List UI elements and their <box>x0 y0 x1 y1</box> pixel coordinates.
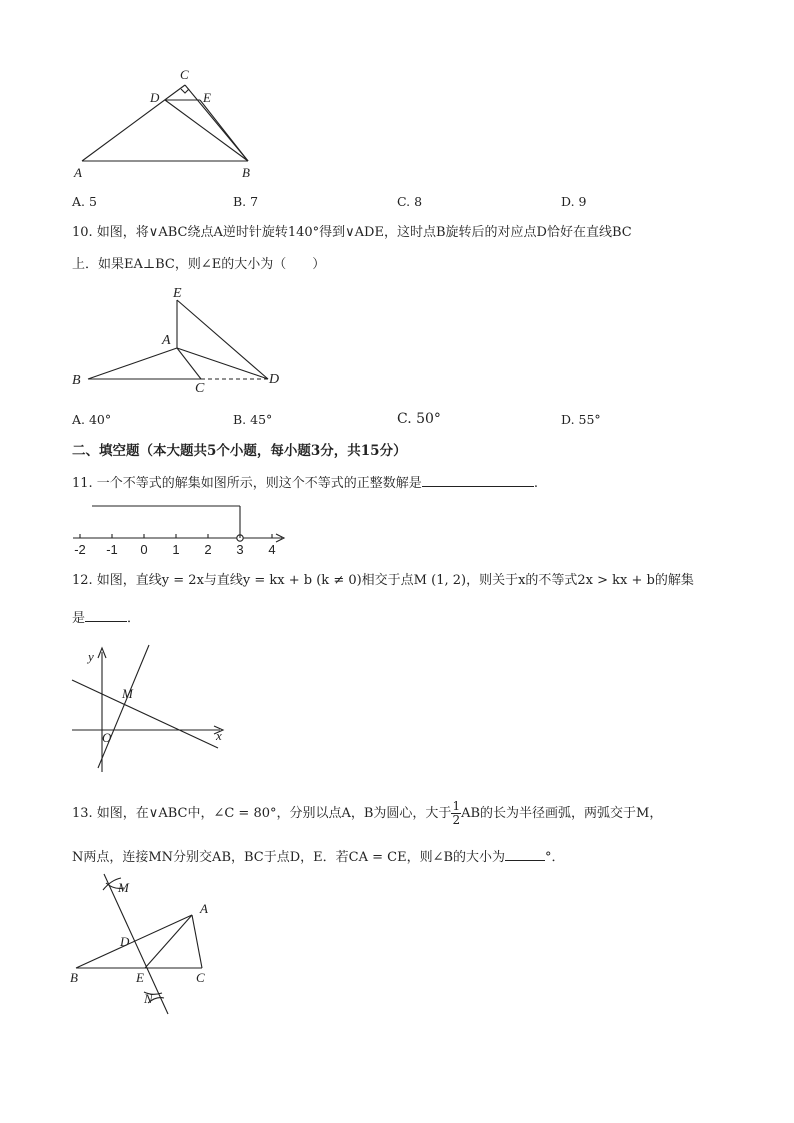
fig9-label-d: D <box>150 90 160 105</box>
q10-text-line2: 上．如果EA⊥BC，则∠E的大小为（ ） <box>72 257 326 272</box>
q10-option-a[interactable]: A. 40° <box>72 412 112 427</box>
figure-q13-perpendicular-bisector <box>66 868 226 1020</box>
fig9-label-a: A <box>74 165 82 180</box>
figure-q12-coordinate-lines <box>66 640 236 775</box>
q13-fraction <box>451 800 461 827</box>
q13-line2: N两点，连接MN分别交AB，BC于点D，E．若CA = CE，则∠B的大小为 <box>72 850 506 865</box>
fig13-label-e: E <box>136 970 144 985</box>
figure-q10-rotation <box>66 282 296 397</box>
fig10-label-e: E <box>173 286 182 301</box>
fig12-label-m: M <box>122 686 133 701</box>
figure-q9-triangle <box>70 62 270 187</box>
section-2-heading: 二、填空题（本大题共5个小题，每小题3分，共15分） <box>72 443 407 459</box>
q13-answer-blank[interactable] <box>505 848 545 861</box>
fig13-label-a: A <box>200 901 208 916</box>
q12-pre: 是 <box>72 611 86 626</box>
q10-option-d[interactable]: D. 55° <box>561 412 601 427</box>
fig13-label-n: N <box>144 991 153 1006</box>
q10-text-line1: 10. 如图，将∨ABC绕点A逆时针旋转140°得到∨ADE，这时点B旋转后的对应点D恰好在直线BC <box>72 225 632 240</box>
number-line-tick-label: -2 <box>74 542 86 557</box>
fig13-label-m: M <box>118 880 129 895</box>
q11-text <box>72 474 538 493</box>
fraction-denominator: 2 <box>452 813 461 827</box>
q13-line2-end: °． <box>545 850 565 865</box>
number-line-tick-label: 4 <box>268 542 276 557</box>
fig10-label-b: B <box>72 373 81 388</box>
q10-option-b[interactable]: B. 45° <box>233 412 273 427</box>
q9-option-d[interactable]: D. 9 <box>561 194 587 209</box>
number-line-tick-label: 0 <box>140 542 148 557</box>
fig10-label-a: A <box>162 333 171 348</box>
q12-post: ． <box>127 611 141 626</box>
number-line-tick-label: 1 <box>172 542 180 557</box>
fig12-label-x: x <box>216 728 222 743</box>
fig13-label-d: D <box>120 934 130 949</box>
q11-period: . <box>533 476 538 491</box>
q12-text-line2 <box>72 609 140 628</box>
q9-option-a[interactable]: A. 5 <box>72 194 97 209</box>
figure-q11-number-line <box>70 500 295 560</box>
fig13-label-b: B <box>70 970 78 985</box>
q13-text-line1 <box>72 800 662 828</box>
number-line-tick-label: -1 <box>106 542 118 557</box>
q11-answer-blank[interactable] <box>422 474 534 487</box>
fig10-label-d: D <box>269 372 280 387</box>
q10-option-c[interactable]: C. 50° <box>397 411 441 427</box>
fig9-label-b: B <box>242 165 250 180</box>
fig9-label-e: E <box>203 90 211 105</box>
q11-question: 11. 一个不等式的解集如图所示，则这个不等式的正整数解是 <box>72 476 422 491</box>
q13-post: AB的长为半径画弧，两弧交于M， <box>461 806 663 821</box>
q9-option-b[interactable]: B. 7 <box>233 194 259 209</box>
fig13-label-c: C <box>196 970 205 985</box>
q9-option-c[interactable]: C. 8 <box>397 194 423 209</box>
q12-text-line1: 12. 如图，直线y = 2x与直线y = kx + b (k ≠ 0)相交于点M (1, 2)，则关于x的不等式2x > kx + b的解集 <box>72 573 694 588</box>
q13-pre: 13. 如图，在∨ABC中，∠C = 80°，分别以点A，B为圆心，大于 <box>72 806 452 821</box>
number-line-tick-label: 3 <box>236 542 244 557</box>
fraction-numerator: 1 <box>452 799 461 813</box>
number-line-tick-label: 2 <box>204 542 212 557</box>
fig10-label-c: C <box>195 381 205 396</box>
fig9-label-c: C <box>180 67 189 82</box>
q13-text-line2 <box>72 848 565 867</box>
q12-answer-blank[interactable] <box>85 609 127 622</box>
fig12-label-y: y <box>88 649 94 664</box>
fig12-label-o: O <box>102 730 112 745</box>
